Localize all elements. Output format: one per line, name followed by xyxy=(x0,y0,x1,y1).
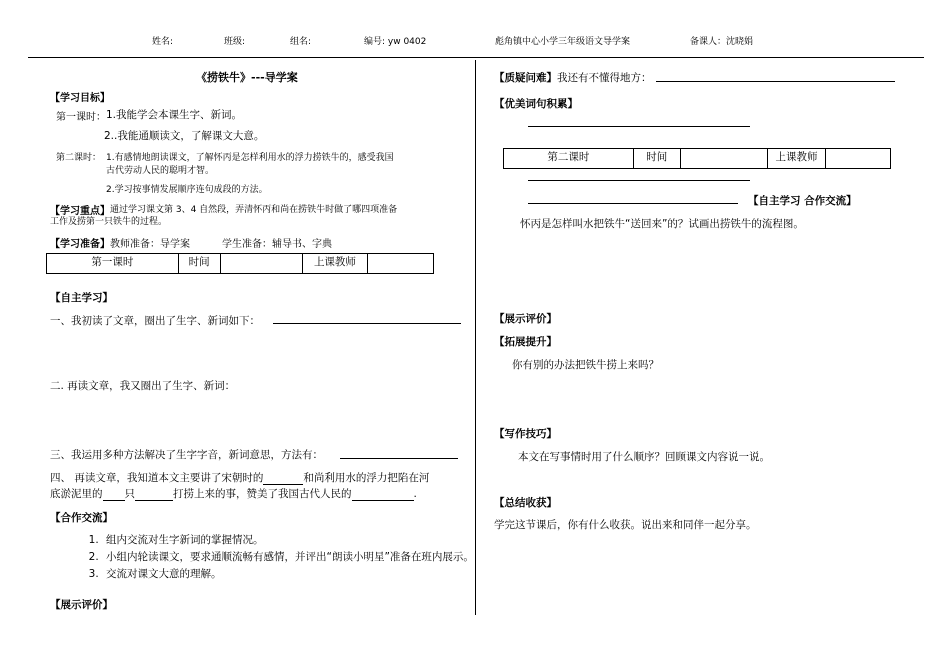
table1-cell-time-value[interactable] xyxy=(220,254,303,274)
show-heading-right: 【展示评价】 xyxy=(494,313,557,325)
coop-list xyxy=(84,532,478,583)
group-label: 组名: xyxy=(290,37,312,47)
teacher-name: 备课人：沈晓娟 xyxy=(690,37,754,47)
table1-cell-lesson: 第一课时 xyxy=(47,254,179,274)
self-study-q1: 一、我初读了文章，圈出了生字、新词如下： xyxy=(50,315,260,327)
focus-line-1: 通过学习课文第 3、4 自然段，弄清怀丙和尚在捞铁牛时做了哪四项准备 xyxy=(110,205,398,215)
goals-second-1b: 古代劳动人民的聪明才智。 xyxy=(106,166,215,176)
goals-first-1: 1.我能学会本课生字、新词。 xyxy=(106,109,243,121)
self-coop-heading: 【自主学习 合作交流】 xyxy=(748,195,857,207)
class-label: 班级: xyxy=(224,37,246,47)
focus-heading: 【学习重点】 xyxy=(50,206,110,217)
self-study-heading: 【自主学习】 xyxy=(50,292,113,304)
goals-second-2: 2.学习按事情发展顺序连句成段的方法。 xyxy=(106,185,268,195)
focus-line-2: 工作及捞第一只铁牛的过程。 xyxy=(50,217,168,227)
question-answer-line[interactable] xyxy=(656,81,895,82)
question-row xyxy=(494,70,652,85)
goals-first-label: 第一课时： xyxy=(56,112,106,123)
table1-cell-teacher-label: 上课教师 xyxy=(303,254,367,274)
coop-item: 3. 交流对课文大意的理解。 xyxy=(102,566,478,583)
prep-teacher: 教师准备：导学案 xyxy=(110,239,190,250)
code-label: 编号: yw 0402 xyxy=(364,37,427,47)
summary-text: 学完这节课后，你有什么收获。说出来和同伴一起分享。 xyxy=(494,519,757,531)
header-rule xyxy=(28,57,924,58)
self-study-q2: 二. 再读文章，我又圈出了生字、新词： xyxy=(50,380,236,392)
words-line-2[interactable] xyxy=(528,180,750,181)
extend-heading: 【拓展提升】 xyxy=(494,336,557,348)
goals-second-label: 第二课时： xyxy=(56,153,102,163)
show-heading-left: 【展示评价】 xyxy=(50,599,113,611)
lesson-table-2 xyxy=(503,148,891,169)
question-text: 我还有不懂得地方： xyxy=(557,72,652,84)
q4-blank-1[interactable] xyxy=(263,474,303,485)
table2-cell-teacher-value[interactable] xyxy=(825,149,890,169)
prep-student: 学生准备：辅导书、字典 xyxy=(222,239,332,250)
table1-cell-teacher-value[interactable] xyxy=(367,254,433,274)
prep-heading: 【学习准备】 xyxy=(50,239,110,250)
words-line-3[interactable] xyxy=(528,203,738,204)
words-heading: 【优美词句积累】 xyxy=(494,98,578,110)
goals-second-1a: 1.有感情地朗读课文，了解怀丙是怎样利用水的浮力捞铁牛的，感受我国 xyxy=(106,153,394,163)
coop-heading: 【合作交流】 xyxy=(50,512,113,524)
self-study-q4-cont: 底淤泥里的 只 打捞上来的事，赞美了我国古代人民的 . xyxy=(50,488,417,500)
school-name: 彪角镇中心小学三年级语文导学案 xyxy=(495,37,631,47)
q4-blank-3[interactable] xyxy=(135,490,173,501)
q1-answer-line[interactable] xyxy=(273,323,461,324)
words-line-1[interactable] xyxy=(528,126,750,127)
coop-item: 2. 小组内轮读课文，要求通顺流畅有感情，并评出“朗读小明星”准备在班内展示。 xyxy=(102,549,478,566)
name-label: 姓名: xyxy=(152,37,174,47)
lesson-table-1 xyxy=(46,253,434,274)
write-text: 本文在写事情时用了什么顺序？回顾课文内容说一说。 xyxy=(518,451,770,463)
coop-item: 1. 组内交流对生字新词的掌握情况。 xyxy=(102,532,478,549)
page-title: 《捞铁牛》---导学案 xyxy=(196,71,298,84)
table2-cell-teacher-label: 上课教师 xyxy=(768,149,825,169)
table2-cell-time-label: 时间 xyxy=(633,149,680,169)
self-study-q3: 三、我运用多种方法解决了生字字音，新词意思，方法有： xyxy=(50,449,323,461)
goals-heading: 【学习目标】 xyxy=(50,93,110,104)
self-study-q4: 四、 再读文章，我知道本文主要讲了宋朝时的 和尚利用水的浮力把陷在河 xyxy=(50,472,430,484)
question-heading: 【质疑问难】 xyxy=(494,72,557,84)
write-heading: 【写作技巧】 xyxy=(494,428,557,440)
goals-first-2: 2..我能通顺读文，了解课文大意。 xyxy=(104,130,265,142)
table2-cell-lesson: 第二课时 xyxy=(504,149,634,169)
summary-heading: 【总结收获】 xyxy=(494,497,557,509)
self-coop-text: 怀丙是怎样叫水把铁牛“送回来”的？试画出捞铁牛的流程图。 xyxy=(520,218,804,230)
table2-cell-time-value[interactable] xyxy=(680,149,767,169)
q4-blank-4[interactable] xyxy=(352,490,414,501)
table1-cell-time-label: 时间 xyxy=(178,254,220,274)
extend-text: 你有别的办法把铁牛捞上来吗？ xyxy=(512,359,659,371)
q3-answer-line[interactable] xyxy=(340,458,458,459)
q4-blank-2[interactable] xyxy=(103,490,125,501)
